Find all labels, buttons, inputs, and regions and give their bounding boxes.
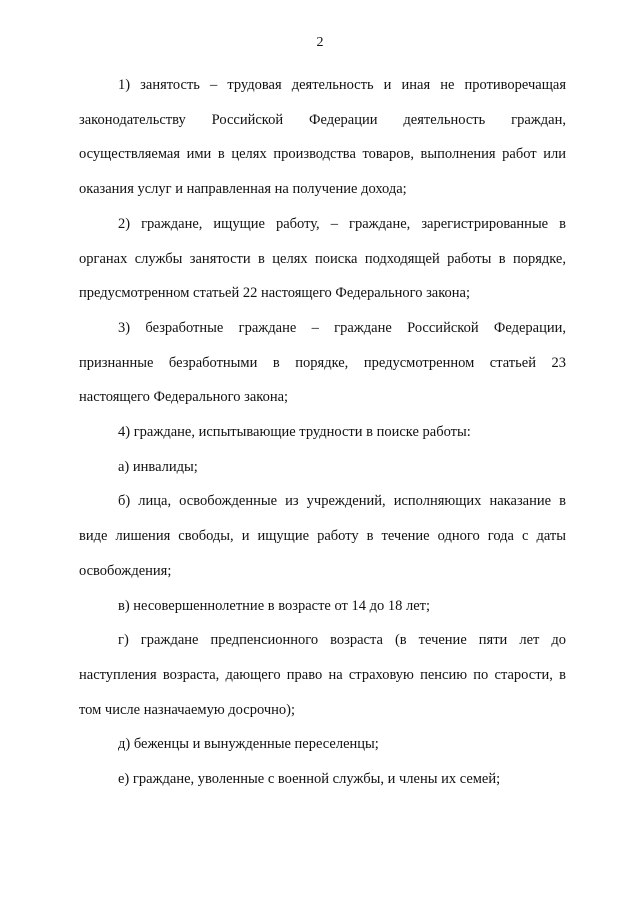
list-item-g: г) граждане предпенсионного возраста (в течение пяти лет до наступления возраста, дающего право на страховую пенсию по старости, в том числе назначаемую досрочно); xyxy=(79,632,566,718)
list-item-a: а) инвалиды; xyxy=(118,458,198,475)
paragraph-employment-definition: 1) занятость – трудовая деятельность и иная не противоречащая законодательству Российской Федерации деятельность граждан, осуществляемая ими в целях производства товаров, выполнения работ или оказания услуг и направленная на получение дохода; xyxy=(79,77,566,198)
paragraph-unemployed-definition: 3) безработные граждане – граждане Российской Федерации, признанные безработными в порядке, предусмотренном статьей 23 настоящего Федерального закона; xyxy=(79,319,566,406)
list-item-v: в) несовершеннолетние в возрасте от 14 до 18 лет; xyxy=(118,597,431,614)
paragraph-difficulties-heading: 4) граждане, испытывающие трудности в поиске работы: xyxy=(118,424,471,441)
list-item-d: д) беженцы и вынужденные переселенцы; xyxy=(118,736,379,753)
document-body xyxy=(79,68,566,797)
list-item-b: б) лица, освобожденные из учреждений, исполняющих наказание в виде лишения свободы, и ищущие работу в течение одного года с даты освобождения; xyxy=(79,493,566,579)
list-item-e: е) граждане, уволенные с военной службы, и члены их семей; xyxy=(118,771,501,788)
paragraph-job-seekers-definition: 2) граждане, ищущие работу, – граждане, зарегистрированные в органах службы занятости в целях поиска подходящей работы в порядке, предусмотренном статьей 22 настоящего Федерального закона; xyxy=(79,215,566,302)
page-number: 2 xyxy=(316,35,324,50)
